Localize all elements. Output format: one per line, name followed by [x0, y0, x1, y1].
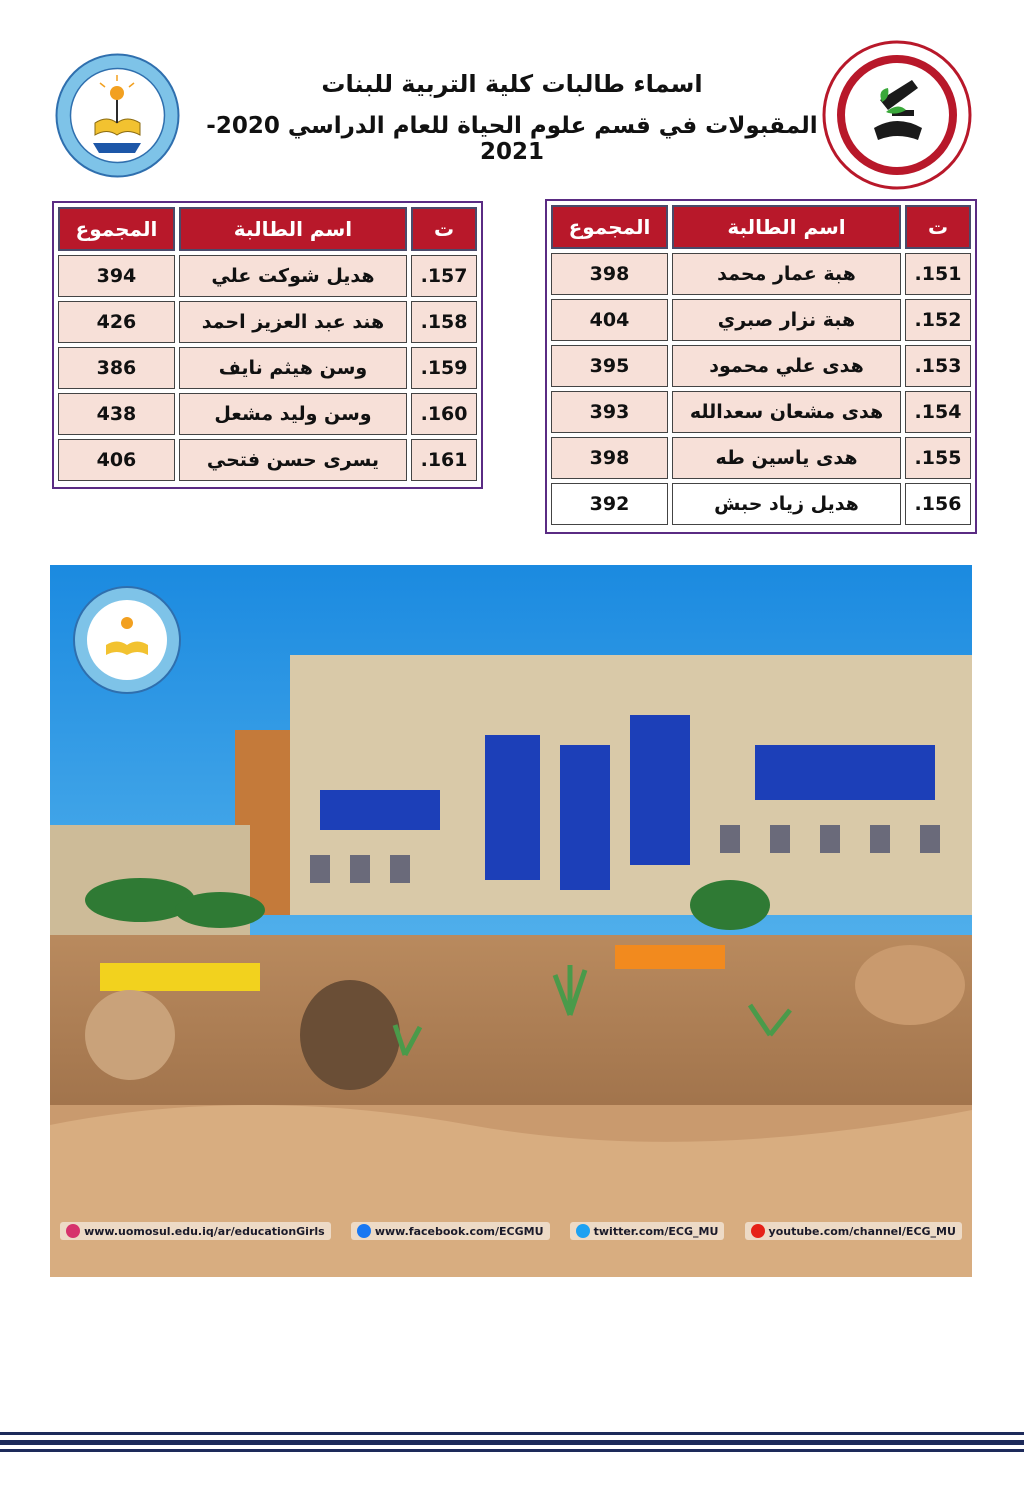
table-row: [58, 439, 477, 481]
row-index: 157.: [411, 255, 477, 297]
column-header-total: المجموع: [58, 207, 175, 251]
student-total: 398: [551, 437, 668, 479]
row-index: 154.: [905, 391, 971, 433]
row-index: 160.: [411, 393, 477, 435]
table-header-row: [58, 207, 477, 251]
student-name: وسن وليد مشعل: [179, 393, 407, 435]
website-link[interactable]: [60, 1222, 331, 1240]
table-row: [551, 391, 971, 433]
department-logo: [822, 40, 972, 190]
student-name: هند عبد العزيز احمد: [179, 301, 407, 343]
column-header-name: اسم الطالبة: [672, 205, 901, 249]
student-total: 395: [551, 345, 668, 387]
row-index: 155.: [905, 437, 971, 479]
student-total: 438: [58, 393, 175, 435]
students-table-right: [545, 199, 977, 534]
row-index: 159.: [411, 347, 477, 389]
student-name: هديل زياد حبش: [672, 483, 901, 525]
facebook-icon: [357, 1224, 371, 1238]
student-total: 394: [58, 255, 175, 297]
page-title: اسماء طالبات كلية التربية للبنات: [321, 70, 703, 98]
row-index: 161.: [411, 439, 477, 481]
page-subtitle: المقبولات في قسم علوم الحياة للعام الدراسي 2020-2021: [206, 113, 818, 165]
student-total: 386: [58, 347, 175, 389]
footer-divider: [0, 1432, 1024, 1462]
student-name: وسن هيثم نايف: [179, 347, 407, 389]
table-row: [58, 393, 477, 435]
column-header-name: اسم الطالبة: [179, 207, 407, 251]
table-row: [551, 483, 971, 525]
row-index: 152.: [905, 299, 971, 341]
table-row: [58, 347, 477, 389]
students-table-left: [52, 201, 483, 489]
table-row: [551, 299, 971, 341]
table-row: [551, 437, 971, 479]
facebook-link[interactable]: [351, 1222, 550, 1240]
table-header-row: [551, 205, 971, 249]
table-row: [58, 255, 477, 297]
youtube-icon: [751, 1224, 765, 1238]
student-total: 392: [551, 483, 668, 525]
table-row: [551, 253, 971, 295]
twitter-link[interactable]: [570, 1222, 725, 1240]
column-header-total: المجموع: [551, 205, 668, 249]
college-logo: [55, 53, 180, 178]
column-header-index: ت: [905, 205, 971, 249]
student-name: هدى مشعان سعدالله: [672, 391, 901, 433]
row-index: 153.: [905, 345, 971, 387]
student-total: 406: [58, 439, 175, 481]
row-index: 151.: [905, 253, 971, 295]
table-row: [58, 301, 477, 343]
student-name: هبة نزار صبري: [672, 299, 901, 341]
globe-icon: [66, 1224, 80, 1238]
student-total: 398: [551, 253, 668, 295]
student-total: 426: [58, 301, 175, 343]
column-header-index: ت: [411, 207, 477, 251]
student-total: 404: [551, 299, 668, 341]
row-index: 158.: [411, 301, 477, 343]
student-name: هبة عمار محمد: [672, 253, 901, 295]
facebook-text: www.facebook.com/ECGMU: [374, 1224, 544, 1238]
social-footer: [50, 1213, 972, 1249]
student-name: هدى ياسين طه: [672, 437, 901, 479]
table-row: [551, 345, 971, 387]
photo-college-logo: [72, 585, 182, 695]
student-name: هدى علي محمود: [672, 345, 901, 387]
student-name: هديل شوكت علي: [179, 255, 407, 297]
student-name: يسرى حسن فتحي: [179, 439, 407, 481]
twitter-icon: [576, 1224, 590, 1238]
website-text: www.uomosul.edu.iq/ar/educationGirls: [84, 1224, 325, 1238]
twitter-text: twitter.com/ECG_MU: [593, 1224, 719, 1238]
student-total: 393: [551, 391, 668, 433]
youtube-link[interactable]: [745, 1222, 962, 1240]
row-index: 156.: [905, 483, 971, 525]
youtube-text: youtube.com/channel/ECG_MU: [768, 1224, 956, 1238]
campus-photo: [50, 565, 972, 1277]
